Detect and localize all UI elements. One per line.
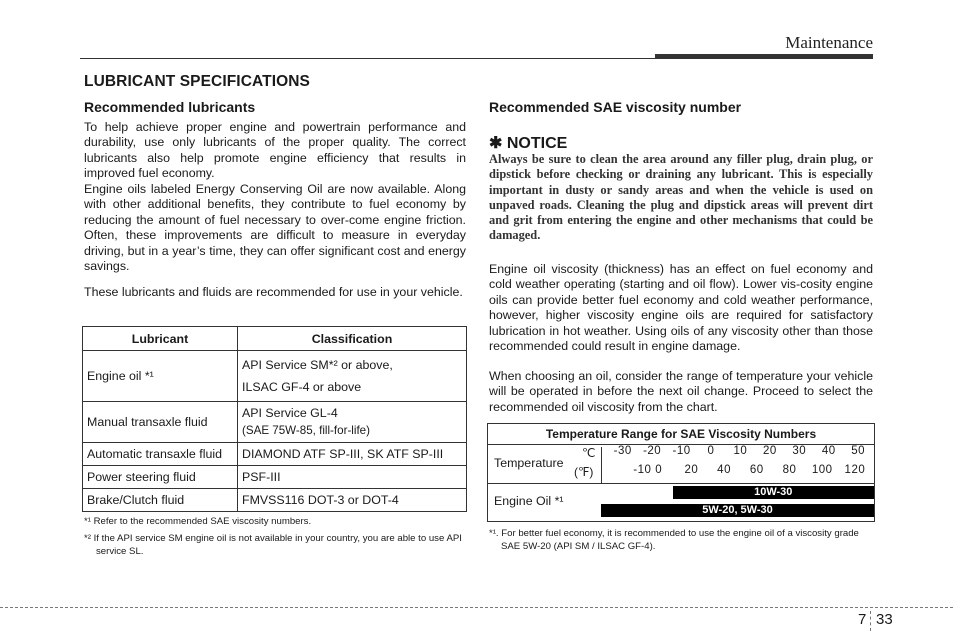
lubricant-cell: Power steering fluid	[83, 466, 238, 489]
classification-line: API Service GL-4	[242, 406, 338, 420]
header-classification: Classification	[238, 327, 467, 351]
paragraph-recommended-use: These lubricants and fluids are recommended for use in your vehicle.	[84, 285, 463, 299]
viscosity-bar-5w20-5w30: 5W-20, 5W-30	[601, 504, 874, 517]
celsius-scale	[601, 445, 874, 463]
viscosity-chart-title: Temperature Range for SAE Viscosity Numbers	[488, 424, 874, 445]
viscosity-chart	[487, 423, 875, 522]
temperature-label: Temperature	[494, 456, 564, 470]
fahrenheit-tick: 60	[749, 464, 764, 476]
fahrenheit-scale	[601, 464, 874, 482]
classification-line: ILSAC GF-4 or above	[242, 380, 362, 394]
lubricant-table	[82, 326, 467, 512]
engine-oil-label: Engine Oil *¹	[494, 494, 564, 508]
footnote-1: *¹ Refer to the recommended SAE viscosity numbers.	[84, 516, 312, 527]
table-row	[83, 466, 467, 489]
page-number: 33	[876, 611, 893, 628]
paragraph-energy-conserving: Engine oils labeled Energy Conserving Oil are now available. Along with other additional benefits, they contribute to fuel economy by reducing the amount of fuel necessary to over-come engine friction. Often, these improvements are difficult to measure in everyday driving, but in a year’s time, they can offer significant cost and energy savings.	[84, 182, 466, 274]
classification-cell: FMVSS116 DOT-3 or DOT-4	[238, 489, 467, 512]
viscosity-heading: Recommended SAE viscosity number	[489, 99, 742, 115]
celsius-tick: -20	[643, 445, 662, 457]
celsius-tick: -10	[672, 445, 691, 457]
viscosity-footnote: *¹. For better fuel economy, it is recommended to use the engine oil of a viscosity grade SAE 5W-20 (API SM / ILSAC GF-4).	[489, 528, 859, 552]
lubricant-cell: Engine oil *¹	[83, 351, 238, 402]
header-rule-thin	[80, 58, 873, 59]
header-lubricant: Lubricant	[83, 327, 238, 351]
notice-title: ✱ NOTICE	[489, 135, 568, 152]
classification-cell: DIAMOND ATF SP-III, SK ATF SP-III	[238, 443, 467, 466]
paragraph-viscosity-effect: Engine oil viscosity (thickness) has an effect on fuel economy and cold weather operating (starting and oil flow). Lower vis-cosity engine oils can provide better fuel economy and cold weather performance, however, higher viscosity engine oils are required for satisfactory lubrication in hot weather. Using oils of any viscosity other than those recommended could result in engine damage.	[489, 262, 873, 354]
temperature-row	[488, 445, 874, 484]
table-row	[83, 402, 467, 443]
fahrenheit-unit: (℉)	[574, 465, 594, 479]
paragraph-intro: To help achieve proper engine and powertrain performance and durability, use only lubricants of the proper quality. The correct lubricants also help promote engine efficiency that results in improved fuel economy.	[84, 120, 466, 181]
celsius-tick: 10	[733, 445, 748, 457]
classification-cell: PSF-III	[238, 466, 467, 489]
fahrenheit-tick: 100	[811, 464, 833, 476]
chapter-number: 7	[858, 611, 867, 628]
table-row	[83, 489, 467, 512]
classification-line: API Service SM*² or above,	[242, 358, 393, 372]
recommended-lubricants-heading: Recommended lubricants	[84, 99, 256, 115]
classification-cell	[238, 402, 467, 443]
celsius-tick: 20	[762, 445, 777, 457]
page-bottom-rule	[0, 607, 953, 608]
section-header: Maintenance	[785, 33, 873, 52]
table-header-row	[83, 327, 467, 351]
celsius-unit: ℃	[582, 446, 596, 460]
fahrenheit-tick: 40	[717, 464, 731, 476]
celsius-tick: 40	[821, 445, 836, 457]
classification-cell	[238, 351, 467, 402]
celsius-tick: 0	[707, 445, 715, 457]
notice-body: Always be sure to clean the area around any filler plug, drain plug, or dipstick before checking or draining any lubricant. This is especially important in dusty or sandy areas and when the vehicle is used on unpaved roads. Cleaning the plug and dipstick areas will prevent dirt and grit from entering the engine and other mechanisms that could be damaged.	[489, 152, 873, 243]
viscosity-bar-10w30: 10W-30	[673, 486, 874, 499]
fahrenheit-tick: 20	[684, 464, 699, 476]
page-number-divider	[870, 611, 871, 631]
viscosity-bars	[601, 485, 874, 521]
celsius-tick: 30	[792, 445, 807, 457]
classification-line: (SAE 75W-85, fill-for-life)	[242, 424, 370, 437]
fahrenheit-tick: 80	[782, 464, 797, 476]
celsius-tick: 50	[851, 445, 866, 457]
fahrenheit-tick: -10	[633, 464, 652, 476]
table-row	[83, 443, 467, 466]
paragraph-choose-oil: When choosing an oil, consider the range of temperature your vehicle will be operated in before the next oil change. Proceed to select the recommended oil viscosity from the chart.	[489, 369, 873, 414]
lubricant-cell: Brake/Clutch fluid	[83, 489, 238, 512]
celsius-tick: -30	[613, 445, 632, 457]
fahrenheit-tick: 120	[844, 464, 866, 476]
table-row	[83, 351, 467, 402]
footnote-2: *² If the API service SM engine oil is not available in your country, you are able to use API service SL.	[84, 533, 462, 557]
fahrenheit-tick: 0	[655, 464, 663, 476]
lubricant-cell: Manual transaxle fluid	[83, 402, 238, 443]
page-title: LUBRICANT SPECIFICATIONS	[84, 73, 310, 90]
lubricant-cell: Automatic transaxle fluid	[83, 443, 238, 466]
